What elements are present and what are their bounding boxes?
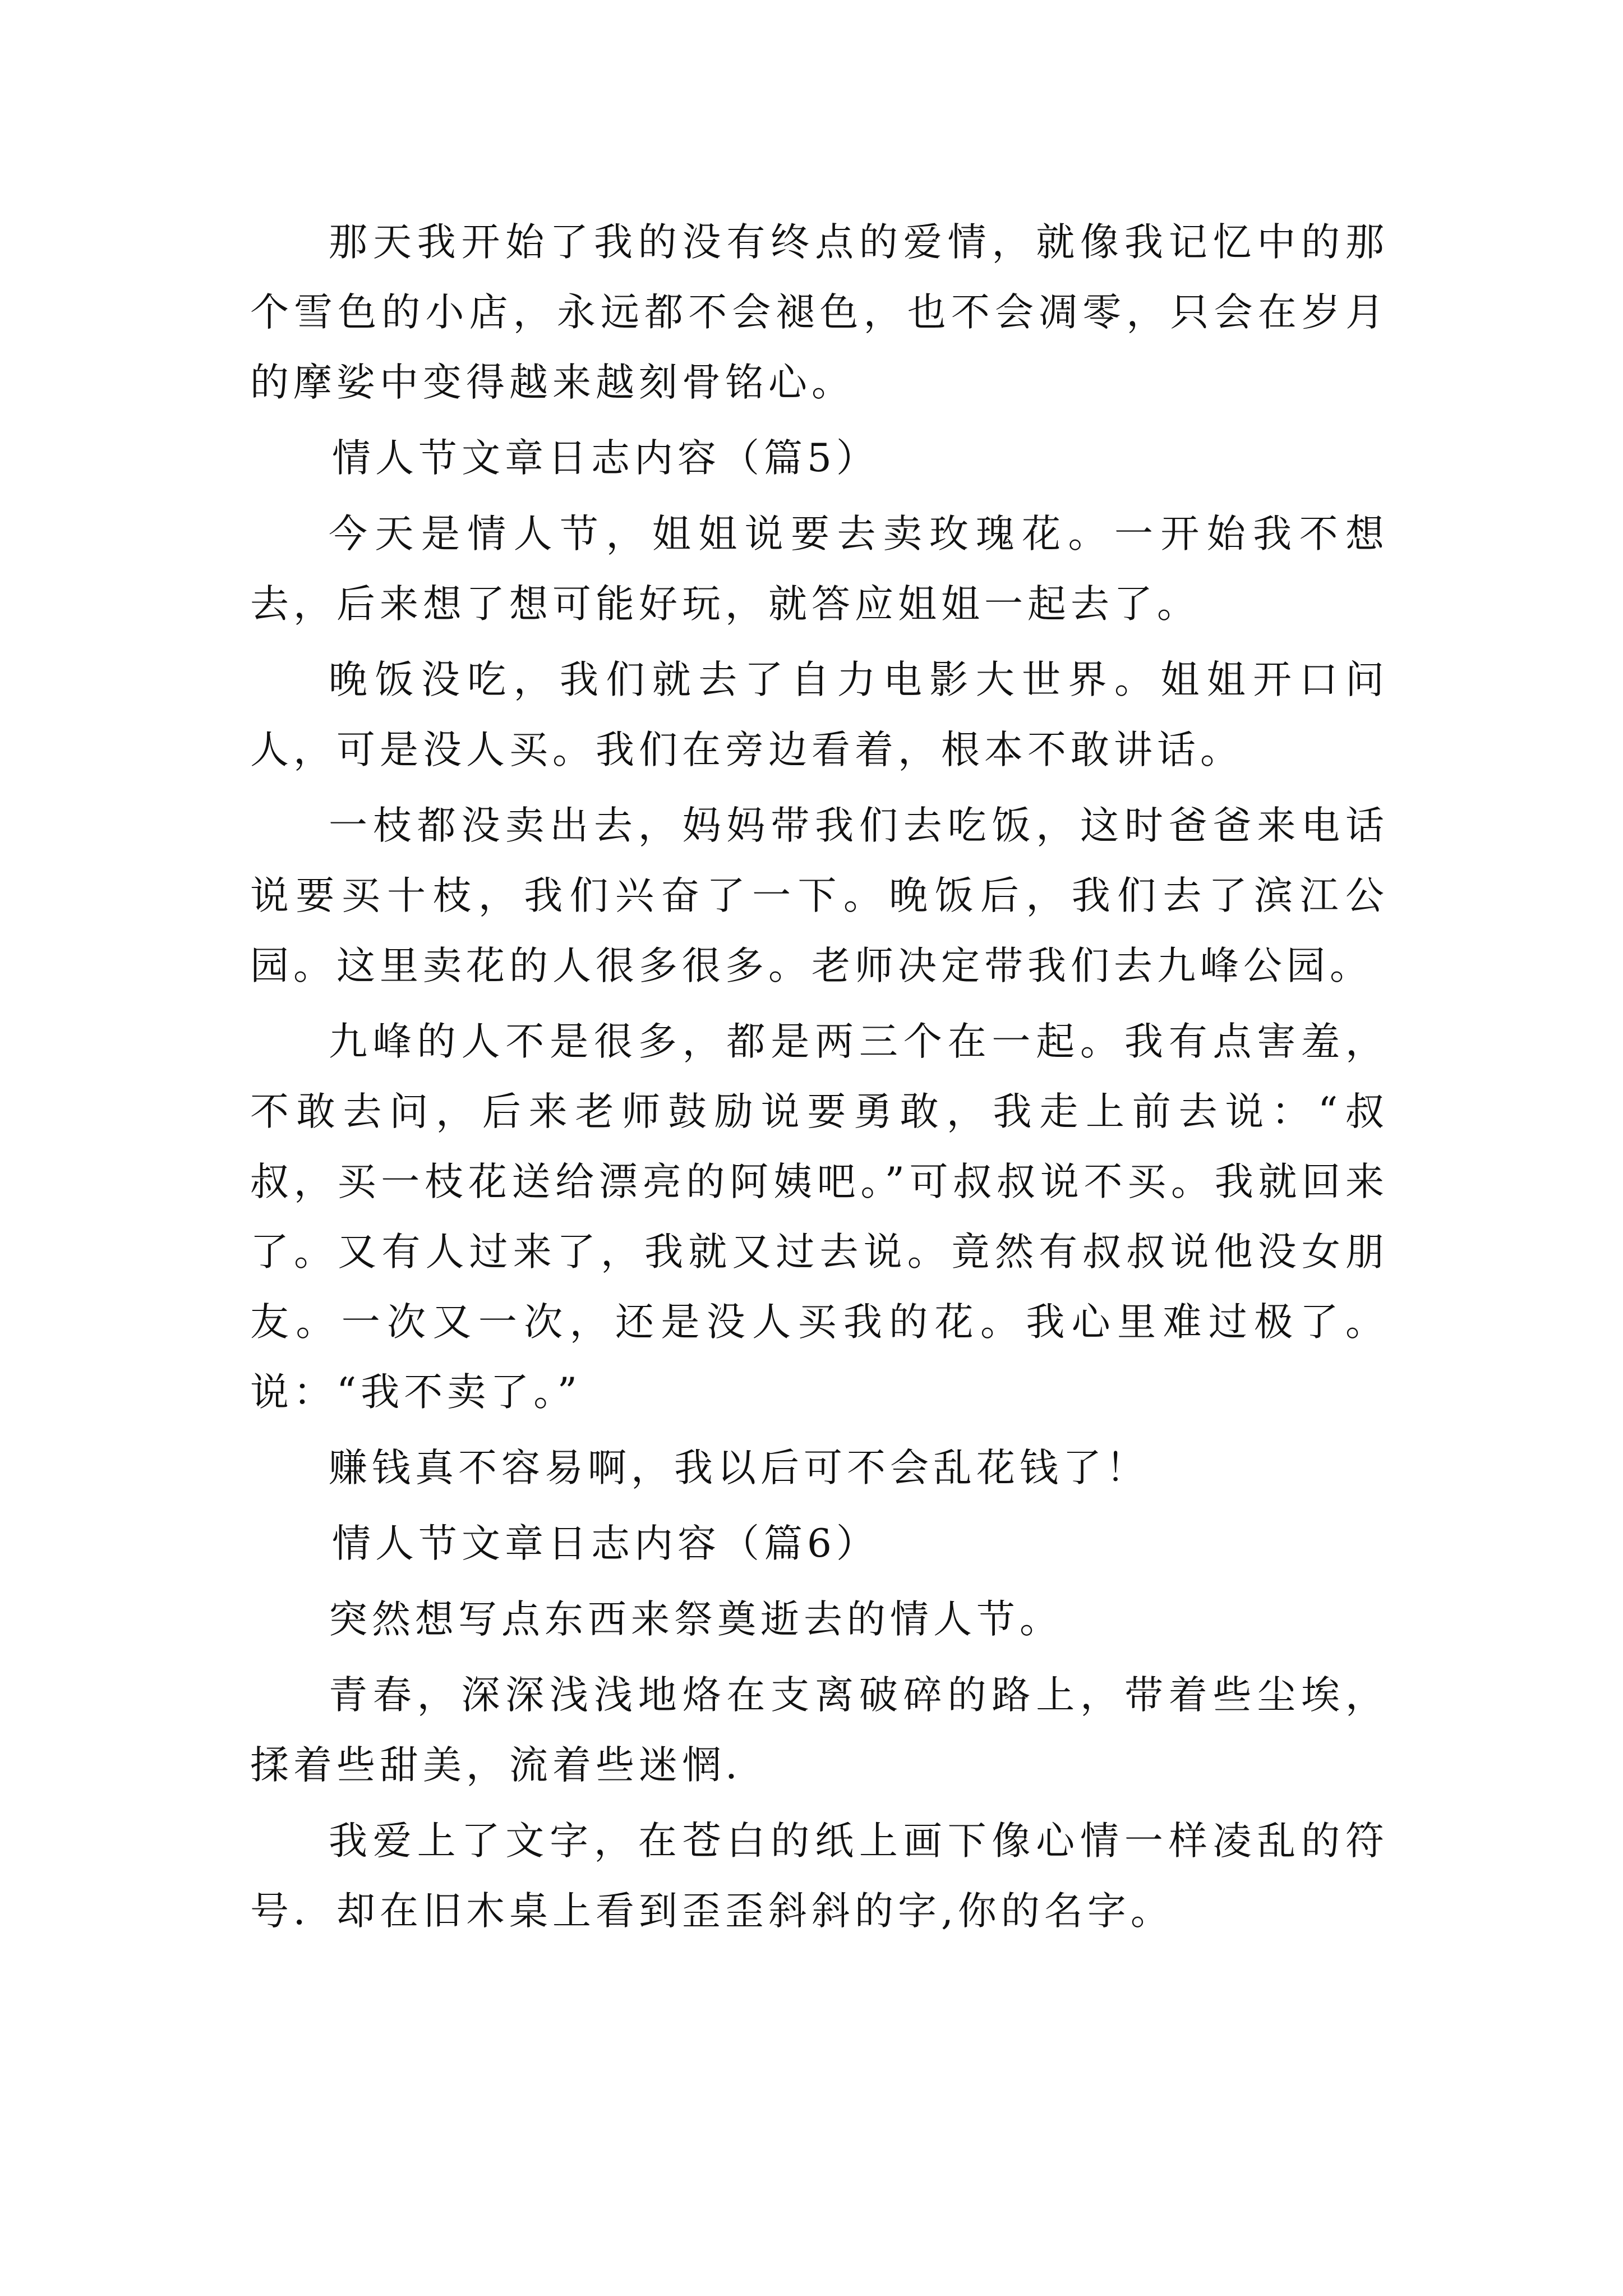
document-body xyxy=(250,208,1389,1947)
paragraph: 赚钱真不容易啊，我以后可不会乱花钱了！ xyxy=(329,1446,1149,1490)
paragraph: 晚饭没吃，我们就去了自力电影大世界。姐姐开口问人，可是没人买。我们在旁边看着，根本不敢讲话。 xyxy=(250,657,1389,772)
section-heading: 情人节文章日志内容（篇6） xyxy=(332,1521,879,1566)
paragraph: 那天我开始了我的没有终点的爱情，就像我记忆中的那个雪色的小店，永远都不会褪色，也不会凋零，只会在岁月的摩娑中变得越来越刻骨铭心。 xyxy=(250,220,1389,405)
paragraph: 今天是情人节，姐姐说要去卖玫瑰花。一开始我不想去，后来想了想可能好玩，就答应姐姐一起去了。 xyxy=(250,512,1389,627)
paragraph: 青春，深深浅浅地烙在支离破碎的路上，带着些尘埃，揉着些甜美，流着些迷惘. xyxy=(250,1673,1389,1788)
section-heading: 情人节文章日志内容（篇5） xyxy=(332,436,879,481)
paragraph: 突然想写点东西来祭奠逝去的情人节。 xyxy=(329,1597,1063,1642)
paragraph: 九峰的人不是很多，都是两三个在一起。我有点害羞，不敢去问，后来老师鼓励说要勇敢，我走上前去说：“叔叔，买一枝花送给漂亮的阿姨吧。”可叔叔说不买。我就回来了。又有人过来了，我就又过去说。竟然有叔叔说他没女朋友。一次又一次，还是没人买我的花。我心里难过极了。说：“我不卖了。” xyxy=(250,1019,1389,1415)
paragraph: 我爱上了文字，在苍白的纸上画下像心情一样凌乱的符号．却在旧木桌上看到歪歪斜斜的字,你的名字。 xyxy=(250,1819,1389,1934)
paragraph: 一枝都没卖出去，妈妈带我们去吃饭，这时爸爸来电话说要买十枝，我们兴奋了一下。晚饭后，我们去了滨江公园。这里卖花的人很多很多。老师决定带我们去九峰公园。 xyxy=(250,803,1389,988)
